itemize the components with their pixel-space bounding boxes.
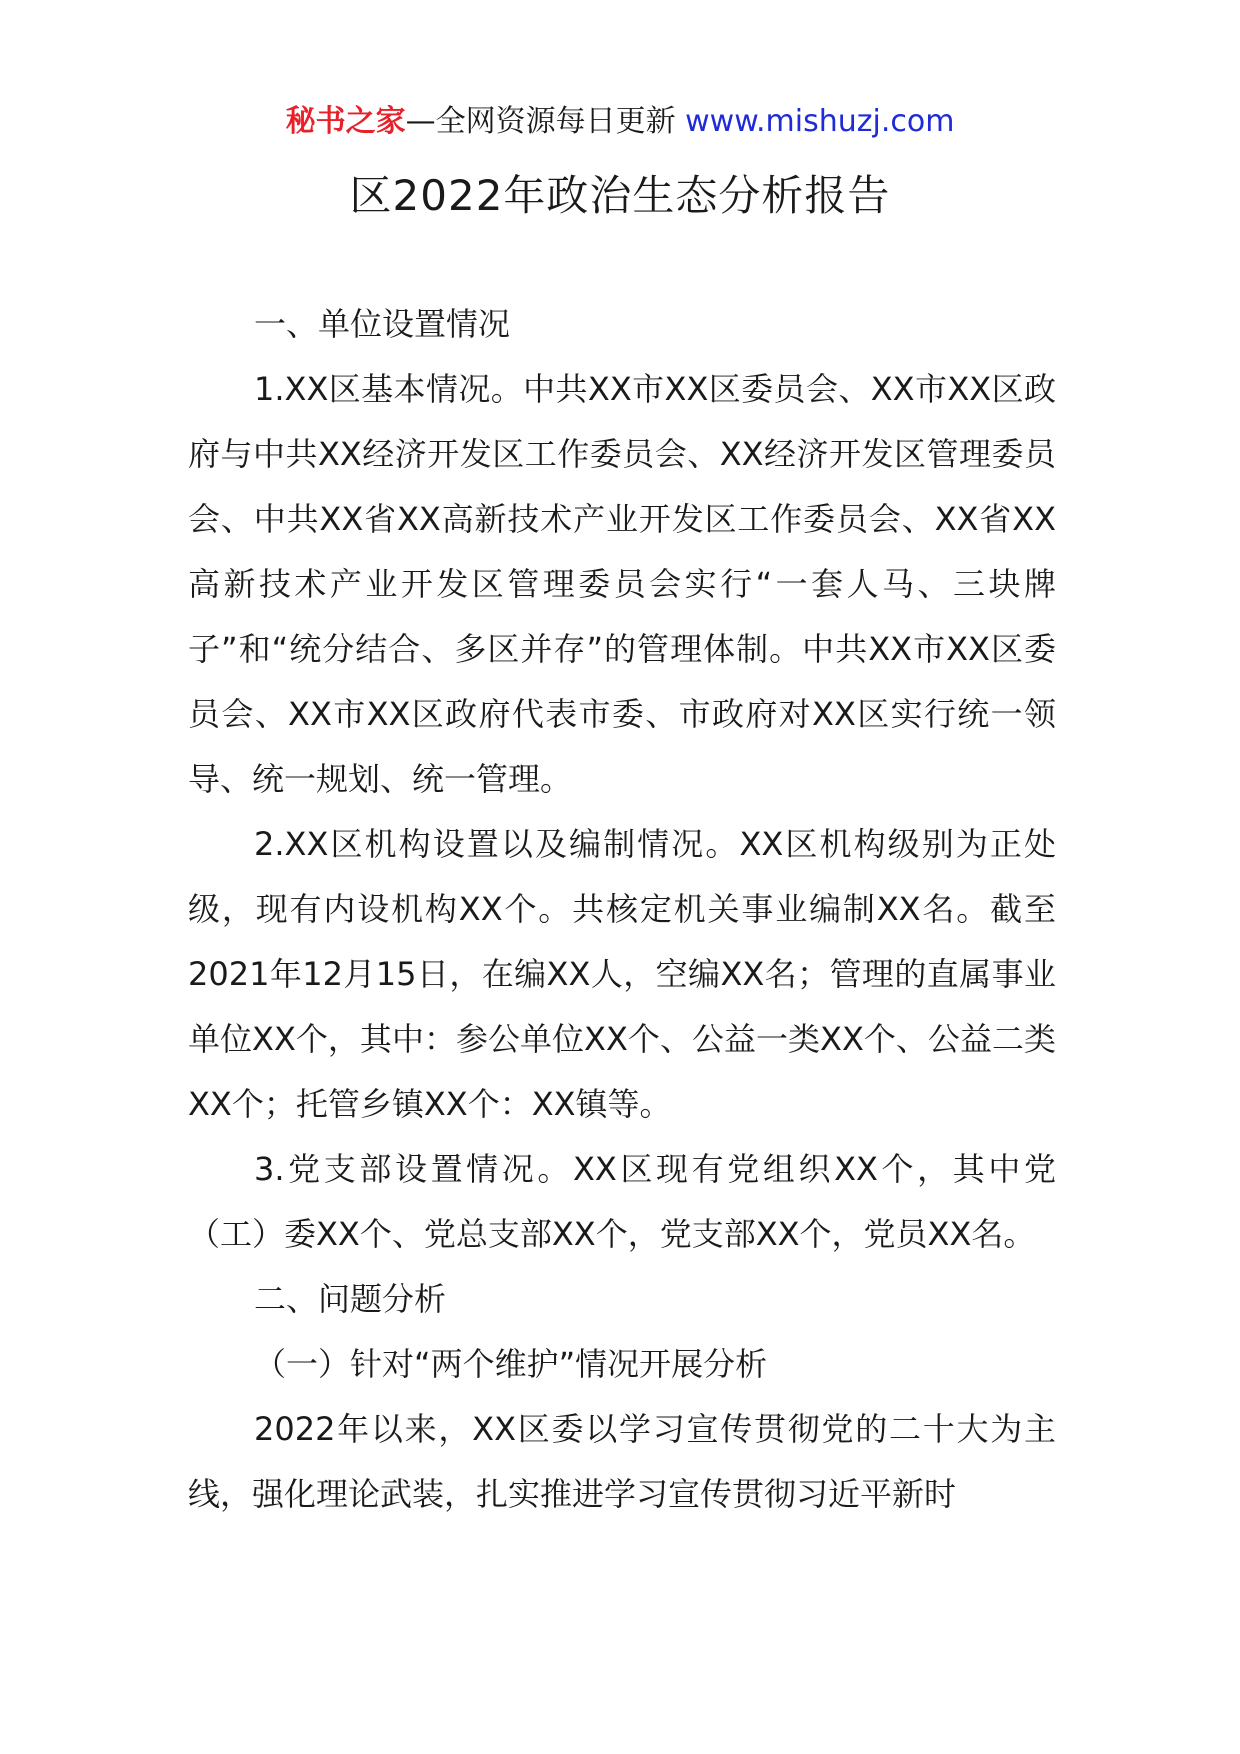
watermark-header xyxy=(0,100,1240,144)
paragraph-basic-info: 1.XX区基本情况。中共XX市XX区委员会、XX市XX区政府与中共XX经济开发区工作委员会、XX经济开发区管理委员会、中共XX省XX高新技术产业开发区工作委员会、XX省XX高新技术产业开发区管理委员会实行“一套人马、三块牌子”和“统分结合、多区并存”的管理体制。中共XX市XX区委员会、XX市XX区政府代表市委、市政府对XX区实行统一领导、统一规划、统一管理。 xyxy=(188,370,1056,798)
site-url-link[interactable]: www.mishuzj.com xyxy=(685,104,955,139)
brand-name: 秘书之家 xyxy=(285,104,406,139)
paragraph-organization: 2.XX区机构设置以及编制情况。XX区机构级别为正处级，现有内设机构XX个。共核定机关事业编制XX名。截至2021年12月15日，在编XX人，空编XX名；管理的直属事业单位XX个，其中：参公单位XX个、公益一类XX个、公益二类XX个；托管乡镇XX个：XX镇等。 xyxy=(188,825,1056,1123)
paragraph-party-branch: 3.党支部设置情况。XX区现有党组织XX个，其中党（工）委XX个、党总支部XX个，党支部XX个，党员XX名。 xyxy=(188,1150,1056,1253)
document-body xyxy=(188,292,1056,1527)
section-heading-2: 二、问题分析 xyxy=(254,1280,447,1318)
paragraph-analysis: 2022年以来，XX区委以学习宣传贯彻党的二十大为主线，强化理论武装，扎实推进学习宣传贯彻习近平新时 xyxy=(188,1410,1056,1513)
document-title: 区2022年政治生态分析报告 xyxy=(349,171,891,220)
subsection-heading-1: （一）针对“两个维护”情况开展分析 xyxy=(254,1345,768,1383)
section-heading-1: 一、单位设置情况 xyxy=(254,305,511,343)
header-tagline: —全网资源每日更新 xyxy=(405,104,676,139)
